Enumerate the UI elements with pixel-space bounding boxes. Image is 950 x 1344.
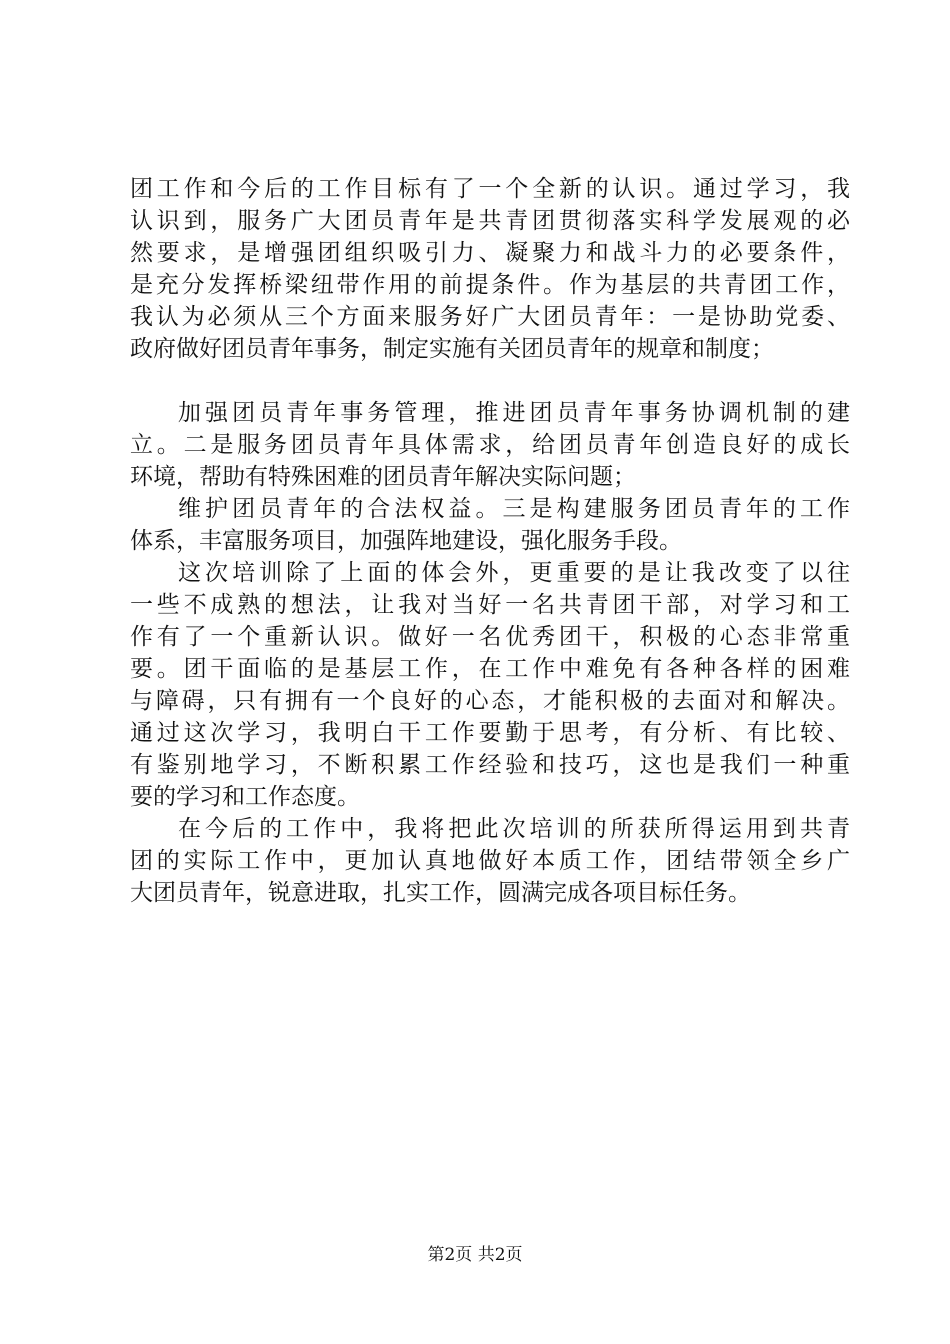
text-line: 团的实际工作中，更加认真地做好本质工作，团结带领全乡广 xyxy=(130,848,850,874)
text-line: 一些不成熟的想法，让我对当好一名共青团干部，对学习和工 xyxy=(130,592,850,618)
paragraph xyxy=(130,173,850,365)
text-line: 要。团干面临的是基层工作，在工作中难免有各种各样的困难 xyxy=(130,656,850,682)
text-line: 立。二是服务团员青年具体需求，给团员青年创造良好的成长 xyxy=(130,432,850,458)
text-line: 是充分发挥桥梁纽带作用的前提条件。作为基层的共青团工作， xyxy=(130,272,850,298)
text-line: 团工作和今后的工作目标有了一个全新的认识。通过学习，我 xyxy=(130,176,850,202)
text-line: 与障碍，只有拥有一个良好的心态，才能积极的去面对和解决。 xyxy=(130,688,850,714)
text-line: 我认为必须从三个方面来服务好广大团员青年：一是协助党委、 xyxy=(130,304,850,330)
text-line: 体系，丰富服务项目，加强阵地建设，强化服务手段。 xyxy=(130,528,682,554)
paragraph xyxy=(130,813,850,909)
text-line: 然要求，是增强团组织吸引力、凝聚力和战斗力的必要条件， xyxy=(130,240,850,266)
text-line: 政府做好团员青年事务，制定实施有关团员青年的规章和制度； xyxy=(130,336,774,362)
paragraph-gap xyxy=(130,365,850,397)
text-line: 作有了一个重新认识。做好一名优秀团干，积极的心态非常重 xyxy=(130,624,850,650)
text-line: 通过这次学习，我明白干工作要勤于思考，有分析、有比较、 xyxy=(130,720,850,746)
text-line: 环境，帮助有特殊困难的团员青年解决实际问题； xyxy=(130,464,636,490)
paragraph xyxy=(130,557,850,813)
text-line: 大团员青年，锐意进取，扎实工作，圆满完成各项目标任务。 xyxy=(130,880,751,906)
text-line: 有鉴别地学习，不断积累工作经验和技巧，这也是我们一种重 xyxy=(130,752,850,778)
document-body xyxy=(130,173,850,909)
text-line: 维护团员青年的合法权益。三是构建服务团员青年的工作 xyxy=(178,496,850,522)
text-line: 加强团员青年事务管理，推进团员青年事务协调机制的建 xyxy=(178,400,850,426)
text-line: 在今后的工作中，我将把此次培训的所获所得运用到共青 xyxy=(178,816,850,842)
text-line: 要的学习和工作态度。 xyxy=(130,784,360,810)
page-footer xyxy=(0,1244,950,1266)
text-line: 认识到，服务广大团员青年是共青团贯彻落实科学发展观的必 xyxy=(130,208,850,234)
paragraph xyxy=(130,397,850,493)
text-line: 这次培训除了上面的体会外，更重要的是让我改变了以往 xyxy=(178,560,850,586)
page-number-label: 第2页 共2页 xyxy=(427,1245,523,1265)
paragraph xyxy=(130,493,850,557)
